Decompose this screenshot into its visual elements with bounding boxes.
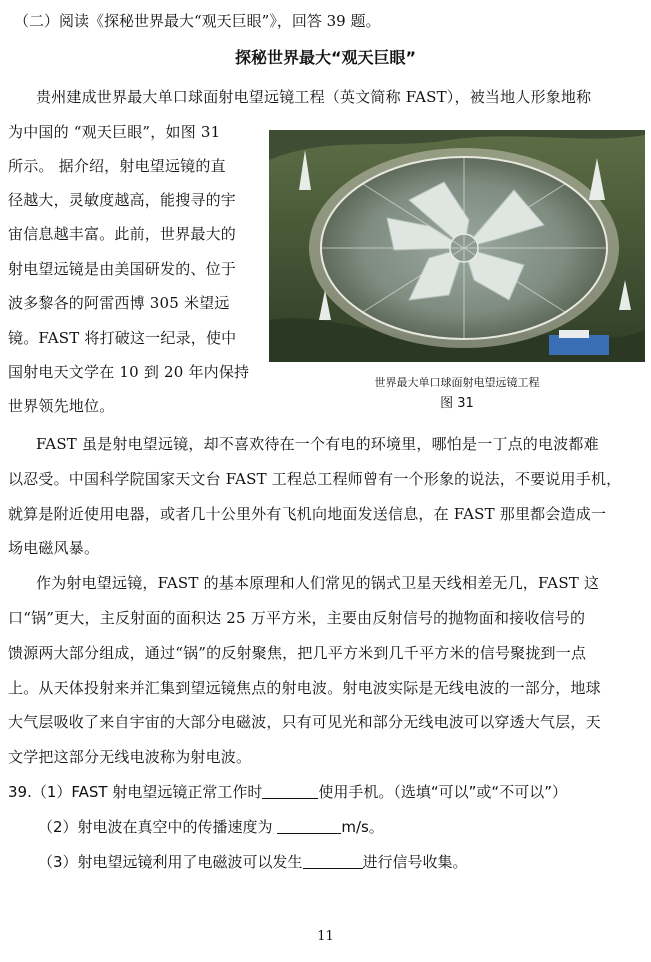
paragraph1-line-7: 波多黎各的阿雷西博 305 米望远	[8, 294, 230, 312]
telescope-photo	[269, 130, 645, 362]
question-3-answer-blank[interactable]	[303, 854, 363, 869]
question-2-answer-blank[interactable]	[277, 819, 341, 834]
question-3-suffix: 进行信号收集。	[362, 853, 468, 871]
paragraph3-line-6: 文学把这部分无线电波称为射电波。	[8, 748, 252, 766]
paragraph2-line-4: 场电磁风暴。	[8, 539, 100, 557]
paragraph1-line-9: 国射电天文学在 10 到 20 年内保持	[8, 363, 250, 381]
question-1-answer-blank[interactable]	[262, 784, 318, 799]
paragraph3-line-1: 作为射电望远镜，FAST 的基本原理和人们常见的锅式卫星天线相差无几，FAST 这	[36, 574, 600, 592]
question-3-prefix: （3）射电望远镜利用了电磁波可以发生	[38, 853, 303, 871]
figure-caption: 世界最大单口球面射电望远镜工程	[374, 376, 540, 389]
paragraph3-line-5: 大气层吸收了来自宇宙的大部分电磁波，只有可见光和部分无线电波可以穿透大气层，天	[8, 713, 601, 731]
paragraph2-line-3: 就算是附近使用电器，或者几十公里外有飞机向地面发送信息，在 FAST 那里都会造成一	[8, 505, 607, 523]
paragraph1-line-8: 镜。FAST 将打破这一纪录，使中	[8, 329, 237, 347]
question-1-prefix: 39.（1）FAST 射电望远镜正常工作时	[8, 783, 263, 801]
paragraph1-line-6: 射电望远镜是由美国研发的、位于	[8, 260, 237, 278]
paragraph1-line-4: 径越大，灵敏度越高，能搜寻的宇	[8, 191, 237, 209]
paragraph2-line-2: 以忍受。中国科学院国家天文台 FAST 工程总工程师曾有一个形象的说法，不要说用手机，	[8, 470, 622, 488]
question-2	[38, 816, 384, 837]
question-2-prefix: （2）射电波在真空中的传播速度为	[38, 818, 278, 836]
question-1	[8, 781, 567, 802]
paragraph1-line-10: 世界领先地位。	[8, 397, 115, 415]
question-2-suffix: m/s。	[341, 818, 384, 836]
question-1-suffix: 使用手机。（选填“可以”或“不可以”）	[318, 783, 567, 801]
paragraph1-line-2: 为中国的 “观天巨眼”，如图 31	[8, 123, 221, 141]
paragraph3-line-4: 上。从天体投射来并汇集到望远镜焦点的射电波。射电波实际是无线电波的一部分，地球	[8, 679, 601, 697]
paragraph1-line-3: 所示。 据介绍，射电望远镜的直	[8, 157, 226, 175]
section-heading: （二）阅读《探秘世界最大“观天巨眼”》，回答 39 题。	[14, 12, 381, 30]
paragraph1-line-1: 贵州建成世界最大单口球面射电望远镜工程（英文简称 FAST），被当地人形象地称	[36, 88, 592, 106]
article-title: 探秘世界最大“观天巨眼”	[234, 48, 417, 67]
paragraph3-line-3: 馈源两大部分组成，通过“锅”的反射聚焦，把几平方米到几千平方米的信号聚拢到一点	[8, 644, 587, 662]
paragraph2-line-1: FAST 虽是射电望远镜，却不喜欢待在一个有电的环境里，哪怕是一丁点的电波都难	[36, 435, 599, 453]
paragraph3-line-2: 口“锅”更大，主反射面的面积达 25 万平方米，主要由反射信号的抛物面和接收信号的	[8, 609, 586, 627]
paragraph1-line-5: 宙信息越丰富。此前，世界最大的	[8, 225, 237, 243]
question-3	[38, 851, 468, 872]
figure-label: 图 31	[440, 396, 474, 411]
page-number: 11	[317, 929, 334, 944]
